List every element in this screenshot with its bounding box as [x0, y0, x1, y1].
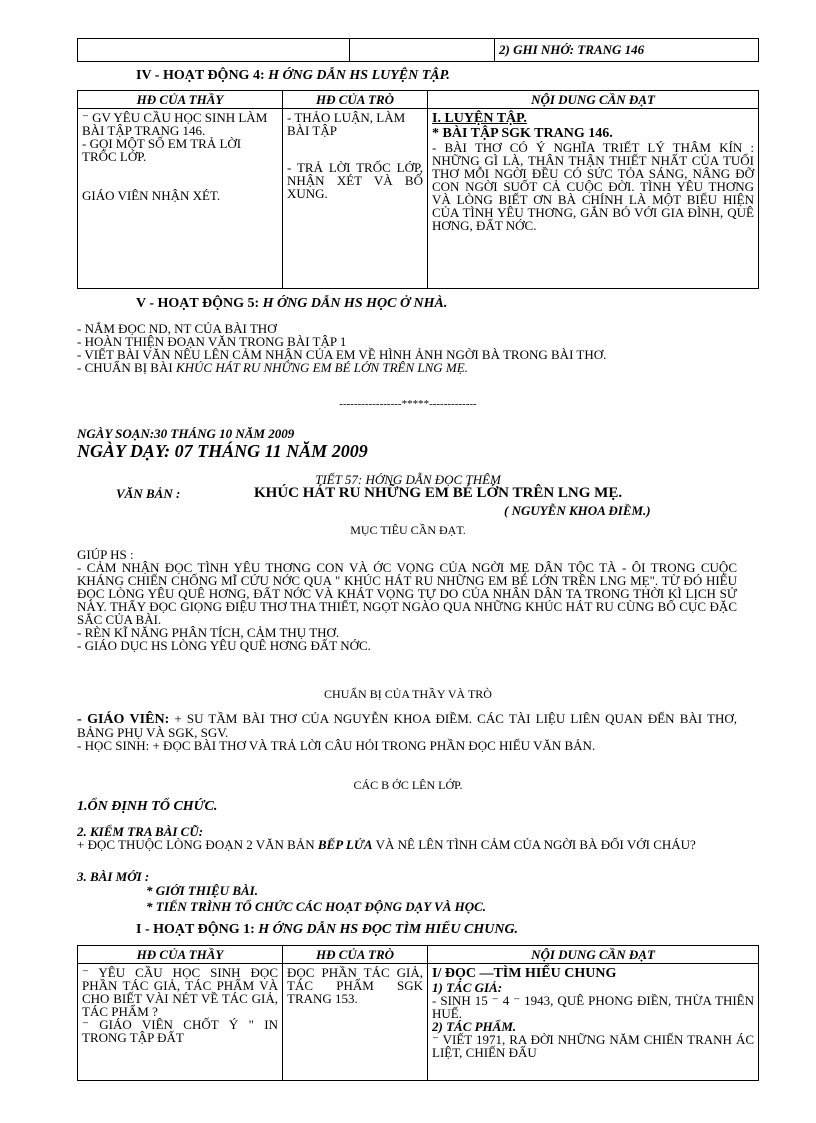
hd4-thay-1: ⁻ GV YÊU CẦU HỌC SINH LÀM BÀI TẬP TRANG 146.	[82, 110, 268, 138]
step-2-q-post: VÀ NÊ LÊN TÌNH CẢM CỦA NGỜI BÀ ĐỐI VỚI CHÁU?	[375, 837, 696, 852]
hd1-nd-1-text: - SINH 15 ⁻ 4 ⁻ 1943, QUÊ PHONG ĐIỀN, THỪA THIÊN HUẾ.	[432, 993, 754, 1021]
hd4-tro-cell	[283, 109, 428, 289]
goals-block	[77, 548, 737, 652]
step-2-q-pre: + ĐỌC THUỘC LÒNG ĐOẠN 2 VĂN BẢN	[77, 837, 315, 852]
muc-tieu: MỤC TIÊU CẦN ĐẠT.	[350, 523, 466, 537]
gv-line	[77, 712, 737, 739]
hd1-tro-cell: ĐỌC PHẦN TÁC GIẢ, TÁC PHẨM SGK TRANG 153.	[283, 964, 428, 1081]
step-2: 2. KIỂM TRA BÀI CŨ:	[77, 824, 204, 839]
step-2-question	[77, 838, 737, 851]
divider: -----------------*****-------------	[339, 398, 477, 410]
hd4-noidung-cell	[428, 109, 759, 289]
goal-3: - GIÁO DỤC HS LÒNG YÊU QUÊ HƠNG ĐẤT NỚC.	[77, 638, 371, 653]
hd4-table	[77, 90, 759, 289]
ngay-day: NGÀY DẠY: 07 THÁNG 11 NĂM 2009	[77, 441, 368, 461]
hd5-item-2: - HOÀN THIỆN ĐOẠN VĂN TRONG BÀI TẬP 1	[77, 334, 347, 349]
hd4-prefix: IV - HOẠT ĐỘNG 4:	[136, 68, 265, 83]
top-cell-3	[495, 39, 759, 62]
hd4-thay-3: GIÁO VIÊN NHẬN XÉT.	[82, 188, 221, 203]
hs-line: - HỌC SINH: + ĐỌC BÀI THƠ VÀ TRẢ LỜI CÂU HỎI TRONG PHẦN ĐỌC HIỂU VĂN BẢN.	[77, 738, 596, 753]
chuan-bi: CHUẨN BỊ CỦA THẦY VÀ TRÒ	[324, 687, 492, 701]
hd1-thay-2: ⁻ GIÁO VIÊN CHỐT Ý " IN TRONG TẬP ĐẤT	[82, 1017, 278, 1045]
hd1-header-tro: HĐ CỦA TRÒ	[283, 946, 428, 964]
top-cell-2	[350, 39, 495, 62]
hd1-nd-1: 1) TÁC GIẢ:	[432, 980, 503, 995]
hd4-tro-2: - TRẢ LỜI TRỐC LỚP, NHẬN XÉT VÀ BỔ XUNG.	[287, 160, 423, 201]
hd4-nd-heading: I. LUYỆN TẬP.	[432, 111, 527, 126]
hd5-prepare-prefix: - CHUẨN BỊ BÀI	[77, 360, 173, 375]
hd4-header-thay: HĐ CỦA THẦY	[78, 91, 283, 109]
hd1-heading	[136, 922, 518, 938]
hd5-prepare-title: KHÚC HÁT RU NHỮNG EM BÉ LỚN TRÊN LNG MẸ.	[175, 360, 468, 375]
hd4-header-noidung: NỘI DUNG CẦN ĐẠT	[428, 91, 759, 109]
hd5-prefix: V - HOẠT ĐỘNG 5:	[136, 296, 260, 311]
hd1-thay-1: ⁻ YÊU CẦU HỌC SINH ĐỌC PHẦN TÁC GIẢ, TÁC PHẨM VÀ CHO BIẾT VÀI NÉT VỀ TÁC GIẢ, TÁC PHẨM ?	[82, 965, 278, 1019]
hd1-noidung-cell	[428, 964, 759, 1081]
ngay-soan: NGÀY SOẠN:30 THÁNG 10 NĂM 2009	[77, 426, 295, 441]
hd5-title: H ỚNG DẪN HS HỌC Ở NHÀ.	[262, 296, 448, 311]
gv-label: - GIÁO VIÊN:	[77, 712, 170, 727]
step-3: 3. BÀI MỚI :	[77, 869, 150, 884]
hd1-table	[77, 945, 759, 1081]
hd4-nd-text: - BÀI THƠ CÓ Ý NGHĨA TRIẾT LÝ THÂM KÍN : NHỮNG GÌ LÀ, THÂN THẬN THIẾT NHẤT CỦA TUỔI THƠ MỖI NGỜI ĐỀU CÓ SỨC TỎA SÁNG, NÂNG ĐỠ CON NGỜI SUỐT CẢ CUỘC ĐỜI. TÌNH YÊU THƠNG VÀ LÒNG BIẾT ƠN BÀ CHÍNH LÀ MỘT BIỂU HIỆN CỦA TÌNH YÊU THƠNG, GẮN BÓ VỚI GIA ĐÌNH, QUÊ HƠNG, ĐẤT NỚC.	[432, 140, 754, 233]
hd5-item-1: - NẮM ĐỌC ND, NT CỦA BÀI THƠ	[77, 321, 277, 336]
top-cell-1	[78, 39, 350, 62]
goal-1: - CẢM NHẬN ĐỌC TÌNH YÊU THƠNG CON VÀ ỚC VỌNG CỦA NGỜI MẸ DÂN TỘC TÀ - ÔI TRONG CUỘC KHÁNG CHIẾN CHỐNG MĨ CỨU NỚC QUA " KHÚC HÁT RU NHỮNG EM BÉ LỚN TRÊN LNG MẸ". TỪ ĐÓ HIỂU ĐỌC LÒNG YÊU QUÊ HƠNG, ĐẤT NỚC VÀ KHÁT VỌNG TỰ DO CỦA NHÂN DÂN TA TRONG THỜI KÌ LỊCH SỬ NÀY. THẤY ĐỌC GIỌNG ĐIỆU THƠ THA THIẾT, NGỌT NGÀO QUA NHỮNG KHÚC HÁT RU CÙNG BỐ CỤC ĐẶC SẮC CỦA BÀI.	[77, 560, 737, 627]
hd5-item-3: - VIẾT BÀI VĂN NÊU LÊN CẢM NHẬN CỦA EM VỀ HÌNH ẢNH NGỜI BÀ TRONG BÀI THƠ.	[77, 347, 607, 362]
ghi-nho: 2) GHI NHỚ: TRANG 146	[499, 42, 645, 57]
author: ( NGUYỄN KHOA ĐIỀM.)	[504, 503, 651, 518]
top-table	[77, 38, 759, 62]
hd4-title: H ỚNG DẪN HS LUYỆN TẬP.	[268, 68, 450, 83]
gv-text: + SU TẦM BÀI THƠ CỦA NGUYỄN KHOA ĐIỀM. CÁC TÀI LIỆU LIÊN QUAN ĐẾN BÀI THƠ, BẢNG PHỤ VÀ SGK, SGV.	[77, 711, 737, 740]
hd1-thay-cell	[78, 964, 283, 1081]
hd1-prefix: I - HOẠT ĐỘNG 1:	[136, 922, 255, 937]
hd5-heading	[136, 296, 447, 312]
tiet-57: TIẾT 57: HỚNG DẪN ĐỌC THÊM	[315, 472, 501, 487]
step-1: 1.ỔN ĐỊNH TỔ CHỨC.	[77, 799, 218, 814]
hd1-nd-2: 2) TÁC PHẨM.	[432, 1019, 517, 1034]
hd4-heading	[136, 68, 450, 84]
giup-hs: GIÚP HS :	[77, 547, 134, 562]
hd4-nd-sub: * BÀI TẬP SGK TRANG 146.	[432, 126, 613, 141]
van-ban-title: KHÚC HÁT RU NHỮNG EM BÉ LỚN TRÊN LNG MẸ.	[254, 485, 623, 501]
hd5-prepare	[77, 361, 737, 374]
hd1-nd-heading: I/ ĐỌC —TÌM HIỂU CHUNG	[432, 966, 617, 981]
step-3-b: * TIẾN TRÌNH TỔ CHỨC CÁC HOẠT ĐỘNG DẠY VÀ HỌC.	[146, 899, 487, 914]
van-ban-label: VĂN BẢN :	[116, 486, 181, 501]
goal-2: - RÈN KĨ NĂNG PHÂN TÍCH, CẢM THỤ THƠ.	[77, 625, 340, 640]
cac-buoc: CÁC B ỚC LÊN LỚP.	[353, 778, 463, 792]
hd4-tro-1: - THẢO LUẬN, LÀM BÀI TẬP	[287, 110, 406, 138]
hd1-header-noidung: NỘI DUNG CẦN ĐẠT	[428, 946, 759, 964]
hd4-thay-cell	[78, 109, 283, 289]
hd4-thay-2: - GỌI MỘT SỐ EM TRẢ LỜI TRỐC LỚP.	[82, 136, 242, 164]
hd5-list	[77, 322, 737, 374]
hd4-header-tro: HĐ CỦA TRÒ	[283, 91, 428, 109]
hd1-header-thay: HĐ CỦA THẦY	[78, 946, 283, 964]
prep-block	[77, 712, 737, 752]
step-2-q-title: BẾP LỬA	[317, 837, 373, 852]
hd1-title: H ỚNG DẪN HS ĐỌC TÌM HIỂU CHUNG.	[258, 922, 519, 937]
step-3-a: * GIỚI THIỆU BÀI.	[146, 883, 258, 898]
hd1-nd-2-text: ⁻ VIẾT 1971, RA ĐỜI NHỮNG NĂM CHIẾN TRANH ÁC LIỆT, CHIẾN ĐẤU	[432, 1032, 754, 1060]
